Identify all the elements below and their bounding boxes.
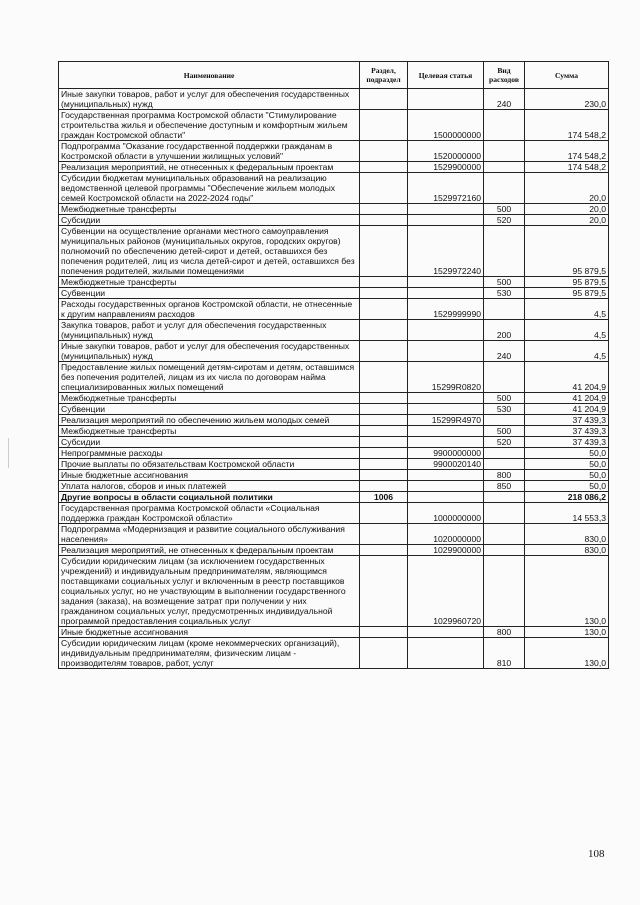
cell-name: Межбюджетные трансферты [59,393,360,404]
cell-kind: 500 [484,277,525,288]
cell-kind [484,226,525,277]
cell-section [360,426,408,437]
cell-kind: 200 [484,320,525,341]
header-name: Наименование [59,62,360,89]
table-row [59,426,609,437]
cell-sum: 37 439,3 [525,426,609,437]
cell-name: Межбюджетные трансферты [59,204,360,215]
cell-target [408,320,484,341]
table-row [59,448,609,459]
cell-sum: 37 439,3 [525,415,609,426]
table-header-row [59,62,609,89]
cell-name: Государственная программа Костромской области "Стимулирование строительства жилья и обеспечение доступным и комфортным жильем граждан Костромской области" [59,110,360,141]
table-row [59,492,609,503]
cell-name: Иные бюджетные ассигнования [59,627,360,638]
cell-section [360,110,408,141]
table-row [59,556,609,627]
table-row [59,215,609,226]
cell-target: 1529972160 [408,173,484,204]
cell-kind [484,459,525,470]
cell-name: Субсидии [59,215,360,226]
cell-section [360,277,408,288]
cell-section [360,524,408,545]
cell-target: 1500000000 [408,110,484,141]
table-row [59,110,609,141]
cell-kind: 520 [484,215,525,226]
table-row [59,341,609,362]
cell-kind [484,299,525,320]
cell-name: Другие вопросы в области социальной политики [59,492,360,503]
cell-section [360,362,408,393]
cell-section [360,288,408,299]
cell-section [360,627,408,638]
cell-target [408,393,484,404]
cell-target [408,437,484,448]
table-row [59,627,609,638]
cell-sum: 20,0 [525,173,609,204]
cell-section [360,341,408,362]
cell-kind [484,362,525,393]
cell-target: 1029960720 [408,556,484,627]
table-body [59,89,609,669]
cell-kind [484,556,525,627]
header-target: Целевая статья [408,62,484,89]
table-row [59,162,609,173]
table-row [59,320,609,341]
cell-section [360,226,408,277]
cell-kind [484,503,525,524]
cell-sum: 41 204,9 [525,404,609,415]
cell-name: Подпрограмма "Оказание государственной поддержки гражданам в Костромской области в улучшении жилищных условий" [59,141,360,162]
cell-section: 1006 [360,492,408,503]
page-number: 108 [588,848,605,860]
cell-sum: 95 879,5 [525,226,609,277]
cell-target: 1000000000 [408,503,484,524]
cell-name: Иные закупки товаров, работ и услуг для обеспечения государственных (муниципальных) нужд [59,89,360,110]
cell-kind [484,141,525,162]
table-row [59,545,609,556]
cell-target [408,215,484,226]
cell-section [360,299,408,320]
cell-name: Закупка товаров, работ и услуг для обеспечения государственных (муниципальных) нужд [59,320,360,341]
cell-sum: 14 553,3 [525,503,609,524]
budget-table [58,61,609,669]
header-section: Раздел, подраздел [360,62,408,89]
cell-sum: 174 548,2 [525,141,609,162]
cell-sum: 50,0 [525,470,609,481]
cell-target [408,204,484,215]
cell-name: Государственная программа Костромской области «Социальная поддержка граждан Костромской области» [59,503,360,524]
cell-name: Субсидии [59,437,360,448]
cell-sum: 50,0 [525,459,609,470]
cell-section [360,320,408,341]
cell-kind: 800 [484,627,525,638]
table-row [59,141,609,162]
cell-kind [484,162,525,173]
cell-section [360,173,408,204]
cell-sum: 230,0 [525,89,609,110]
header-kind: Вид расходов [484,62,525,89]
cell-name: Субвенции [59,404,360,415]
cell-target: 1529900000 [408,162,484,173]
cell-section [360,556,408,627]
cell-sum: 4,5 [525,341,609,362]
cell-sum: 830,0 [525,524,609,545]
cell-name: Подпрограмма «Модернизация и развитие социального обслуживания населения» [59,524,360,545]
cell-section [360,215,408,226]
table-row [59,638,609,669]
table-row [59,204,609,215]
cell-target [408,492,484,503]
cell-target [408,288,484,299]
cell-kind [484,415,525,426]
cell-sum: 37 439,3 [525,437,609,448]
table-row [59,393,609,404]
cell-kind: 810 [484,638,525,669]
cell-sum: 174 548,2 [525,110,609,141]
cell-section [360,89,408,110]
cell-sum: 830,0 [525,545,609,556]
cell-section [360,459,408,470]
cell-target [408,638,484,669]
cell-sum: 130,0 [525,556,609,627]
cell-name: Межбюджетные трансферты [59,277,360,288]
cell-kind: 500 [484,393,525,404]
cell-name: Расходы государственных органов Костромской области, не отнесенные к другим направлениям расходов [59,299,360,320]
cell-target [408,404,484,415]
cell-kind [484,524,525,545]
cell-kind [484,110,525,141]
cell-name: Реализация мероприятий, не отнесенных к федеральным проектам [59,545,360,556]
cell-sum: 50,0 [525,448,609,459]
cell-name: Непрограммные расходы [59,448,360,459]
cell-target: 9900020140 [408,459,484,470]
cell-target: 15299R4970 [408,415,484,426]
table-row [59,277,609,288]
cell-sum: 218 086,2 [525,492,609,503]
margin-mark [8,438,9,468]
cell-target [408,89,484,110]
cell-section [360,545,408,556]
cell-target: 1529999990 [408,299,484,320]
table-row [59,415,609,426]
cell-sum: 20,0 [525,204,609,215]
cell-kind [484,448,525,459]
cell-target [408,426,484,437]
cell-kind: 500 [484,426,525,437]
cell-sum: 95 879,5 [525,277,609,288]
cell-section [360,448,408,459]
table-row [59,404,609,415]
cell-sum: 130,0 [525,627,609,638]
cell-sum: 95 879,5 [525,288,609,299]
cell-sum: 130,0 [525,638,609,669]
table-row [59,89,609,110]
table-row [59,299,609,320]
cell-section [360,393,408,404]
cell-target [408,341,484,362]
cell-target: 1520000000 [408,141,484,162]
cell-target [408,627,484,638]
cell-section [360,204,408,215]
cell-kind [484,545,525,556]
cell-sum: 41 204,9 [525,393,609,404]
cell-target: 1529972240 [408,226,484,277]
cell-sum: 4,5 [525,320,609,341]
table-row [59,226,609,277]
table-row [59,503,609,524]
table-row [59,362,609,393]
cell-sum: 174 548,2 [525,162,609,173]
cell-section [360,162,408,173]
cell-name: Иные бюджетные ассигнования [59,470,360,481]
cell-target: 9900000000 [408,448,484,459]
cell-kind: 850 [484,481,525,492]
cell-section [360,437,408,448]
header-sum: Сумма [525,62,609,89]
cell-section [360,481,408,492]
cell-kind: 530 [484,288,525,299]
cell-name: Реализация мероприятий по обеспечению жильем молодых семей [59,415,360,426]
cell-kind: 800 [484,470,525,481]
cell-section [360,404,408,415]
cell-kind: 240 [484,89,525,110]
table-row [59,524,609,545]
cell-kind [484,492,525,503]
cell-sum: 41 204,9 [525,362,609,393]
cell-target [408,481,484,492]
cell-sum: 4,5 [525,299,609,320]
table-row [59,470,609,481]
cell-target: 15299R0820 [408,362,484,393]
cell-name: Субвенции [59,288,360,299]
cell-name: Межбюджетные трансферты [59,426,360,437]
cell-name: Предоставление жилых помещений детям-сиротам и детям, оставшимся без попечения родителей, лицам из их числа по договорам найма специализированных жилых помещений [59,362,360,393]
cell-kind: 520 [484,437,525,448]
cell-kind [484,173,525,204]
cell-section [360,638,408,669]
cell-name: Субсидии бюджетам муниципальных образований на реализацию ведомственной целевой программы "Обеспечение жильем молодых семей Костромской области на 2022-2024 годы" [59,173,360,204]
cell-target: 1029900000 [408,545,484,556]
table-row [59,481,609,492]
cell-target [408,470,484,481]
cell-name: Субсидии юридическим лицам (кроме некоммерческих организаций), индивидуальным предпринимателям, физическим лицам - производителям товаров, работ, услуг [59,638,360,669]
cell-name: Прочие выплаты по обязательствам Костромской области [59,459,360,470]
cell-target [408,277,484,288]
cell-name: Субсидии юридическим лицам (за исключением государственных учреждений) и индивидуальным предпринимателям, являющимся поставщиками социальных услуг и включенным в реестр поставщиков социальных услуг, но не участвующим в выполнении государственного задания (заказа), на возмещение затрат при получении у них гражданином социальных услуг, предусмотренных индивидуальной программой предоставления социальных услуг [59,556,360,627]
cell-sum: 20,0 [525,215,609,226]
table-row [59,288,609,299]
table-row [59,173,609,204]
cell-target: 1020000000 [408,524,484,545]
table-row [59,459,609,470]
cell-name: Уплата налогов, сборов и иных платежей [59,481,360,492]
cell-name: Реализация мероприятий, не отнесенных к федеральным проектам [59,162,360,173]
cell-section [360,503,408,524]
cell-name: Иные закупки товаров, работ и услуг для обеспечения государственных (муниципальных) нужд [59,341,360,362]
cell-kind: 240 [484,341,525,362]
cell-kind: 530 [484,404,525,415]
cell-name: Субвенции на осуществление органами местного самоуправления муниципальных районов (муниципальных округов, городских округов) полномочий по обеспечению детей-сирот и детей, оставшихся без попечения родителей, лиц из числа детей-сирот и детей, оставшихся без попечения родителей, жилыми помещениями [59,226,360,277]
cell-section [360,141,408,162]
cell-section [360,470,408,481]
table-row [59,437,609,448]
cell-sum: 50,0 [525,481,609,492]
cell-kind: 500 [484,204,525,215]
cell-section [360,415,408,426]
